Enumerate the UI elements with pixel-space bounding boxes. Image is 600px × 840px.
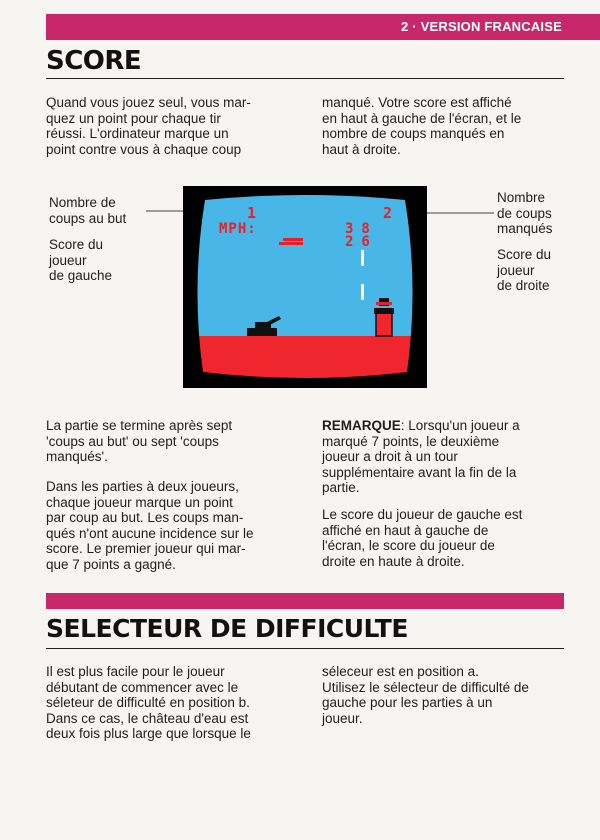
text-line: séleceur est en position a. [322,664,479,679]
difficulty-left-text [46,664,251,742]
note-text-first: : Lorsqu'un joueur a [400,418,520,433]
section-label: 2 · VERSION FRANCAISE [401,19,562,34]
water-tower [374,298,394,336]
text-line: point contre vous à chaque coup [46,141,242,157]
hud-left-hits: 1 [247,204,257,222]
text-line: affiché en haut à gauche de [322,522,489,538]
hud-left-score: 26 [345,234,378,250]
text-line: l'écran, le score du joueur de [322,538,495,553]
difficulty-right-text [322,664,529,726]
projectile [361,284,364,300]
text-line [322,418,520,434]
ground [183,336,427,388]
text-line: séleteur de difficulté en position b. [46,695,250,710]
text-line: Score du [497,247,552,262]
text-line: débutant de commencer avec le [46,679,239,695]
text-line: de coups [497,205,552,221]
text-line: Score du [49,237,104,252]
game-screenshot [183,186,427,388]
text-line: Dans les parties à deux joueurs, [46,479,239,494]
text-line: Dans ce cas, le château d'eau est [46,710,249,726]
text-line: Nombre [497,190,546,205]
hud-speed-value: 38 [345,221,378,237]
note-label: REMARQUE [322,418,401,433]
section-band [46,593,564,609]
text-line: réussi. L'ordinateur marque un [46,126,229,141]
difficulty-title: SELECTEUR DE DIFFICULTE [46,614,408,643]
text-line: par coup au but. Les coups man- [46,510,244,525]
end-text [46,418,232,465]
text-line: Quand vous jouez seul, vous mar- [46,95,251,110]
text-line: en haut à gauche de l'écran, et le [322,110,522,126]
text-line: supplémentaire avant la fin de la [322,464,517,480]
hud-speed-label: MPH: [219,221,257,237]
text-line: de gauche [49,268,113,283]
score-position-text [322,507,522,569]
text-line: joueur a droit à un tour [322,449,458,464]
text-line: chaque joueur marque un point [46,494,233,510]
text-line: joueur. [322,710,363,726]
text-line: manqués [497,221,553,236]
text-line: qués n'ont aucune incidence sur le [46,525,254,541]
text-line: Le score du joueur de gauche est [322,507,523,522]
game-screen [183,186,427,388]
text-line: deux fois plus large que lorsque le [46,726,251,741]
difficulty-title-rule [46,648,564,649]
text-line: Nombre de [49,195,116,210]
text-line: joueur [497,262,535,278]
note-text [322,418,520,496]
hud-mark [283,238,303,241]
text-line: manqué. Votre score est affiché [322,95,512,110]
text-line: droite en haute à droite. [322,553,465,569]
text-line: score. Le premier joueur qui mar- [46,541,246,556]
text-line: quez un point pour chaque tir [46,110,221,126]
text-line: Utilisez le sélecteur de difficulté de [322,679,529,695]
text-line: joueur [49,252,87,268]
text-line: haut à droite. [322,141,401,157]
projectile [361,250,364,266]
text-line: gauche pour les parties à un [322,695,493,710]
text-line: 'coups au but' ou sept 'coups [46,433,219,449]
text-line: nombre de coups manqués en [322,126,505,141]
text-line: que 7 points a gagné. [46,556,176,572]
hud-mark [279,242,303,245]
text-line: La partie se termine après sept [46,418,233,433]
text-line: marqué 7 points, le deuxième [322,433,500,449]
text-line: de droite [497,278,550,293]
text-line: Il est plus facile pour le joueur [46,664,225,679]
text-line: coups au but [49,210,127,226]
two-player-text [46,479,253,572]
text-line: partie. [322,480,360,495]
text-line: manqués'. [46,449,108,464]
score-title: SCORE [46,46,142,76]
hud-right-misses: 2 [383,204,393,222]
